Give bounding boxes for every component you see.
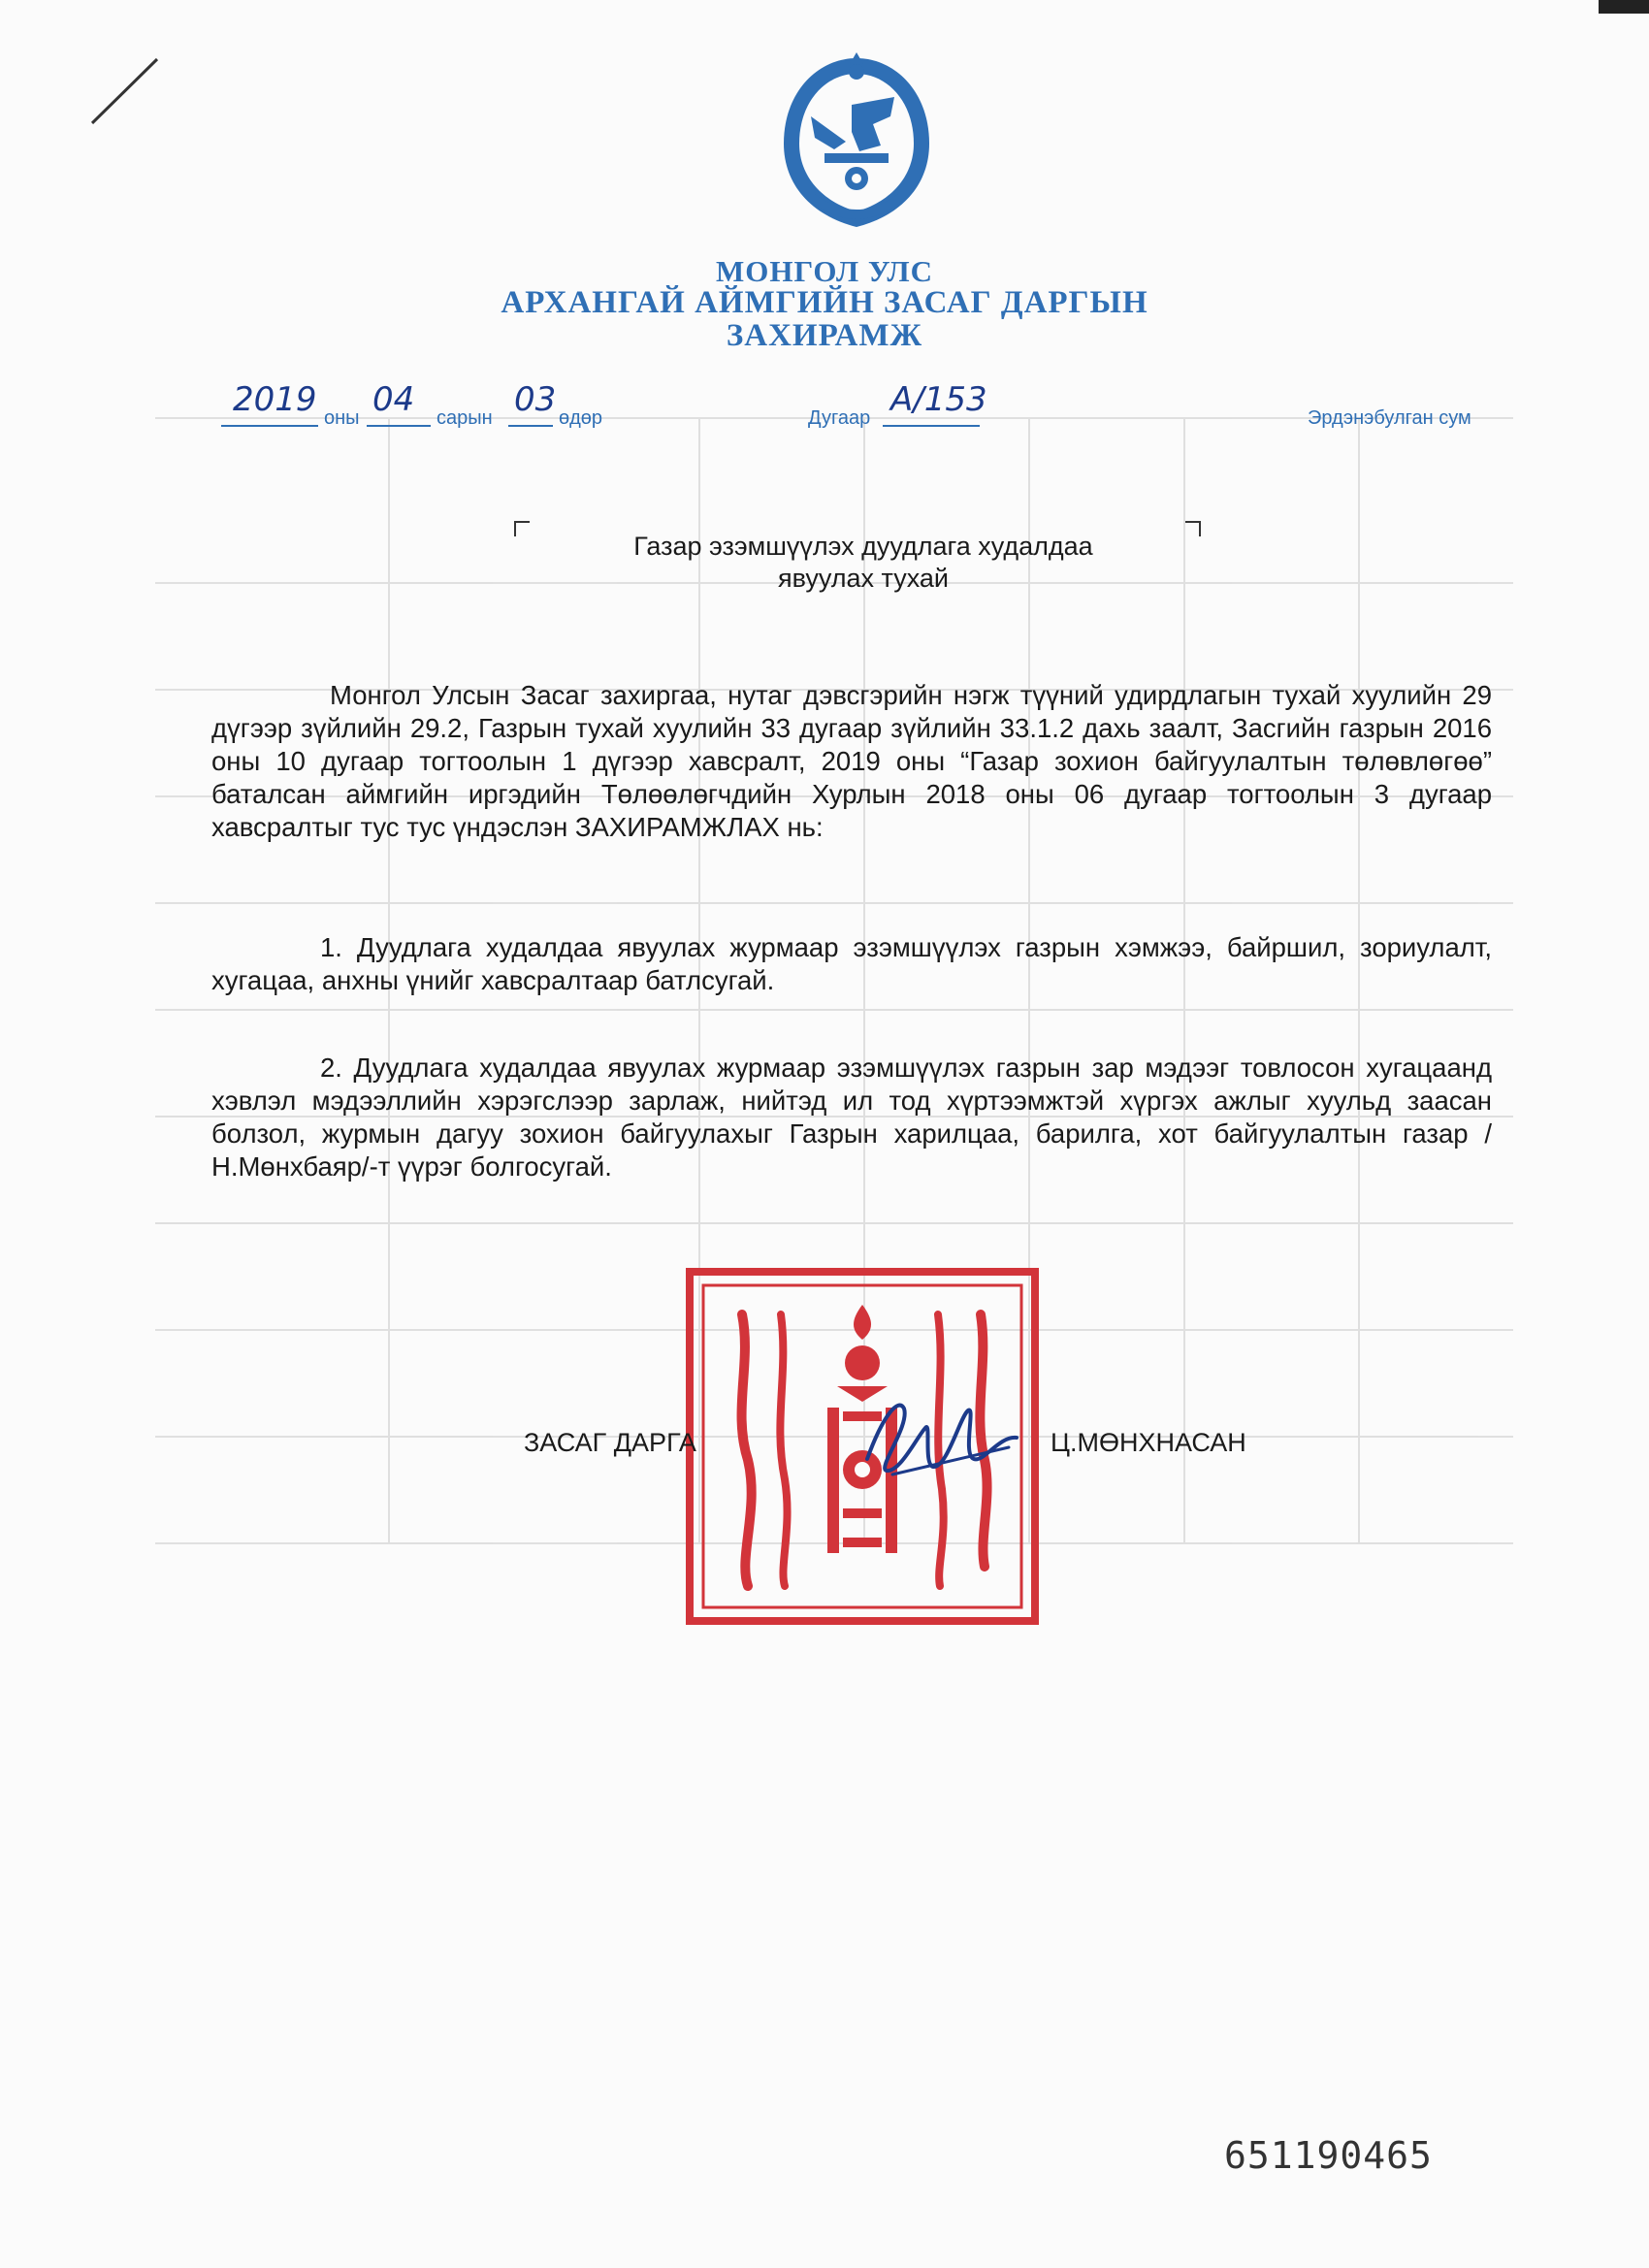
header-organization: АРХАНГАЙ АЙМГИЙН ЗАСАГ ДАРГЫН <box>501 285 1148 320</box>
date-month: 04 <box>372 380 415 419</box>
scan-edge-mark <box>1599 0 1649 14</box>
location: Эрдэнэбулган сум <box>1308 407 1471 429</box>
pen-stroke-mark <box>87 53 165 131</box>
date-month-underline <box>367 425 431 427</box>
date-day: 03 <box>514 380 557 419</box>
date-day-underline <box>508 425 553 427</box>
date-month-label: сарын <box>436 407 493 429</box>
number-value: A/153 <box>890 380 987 419</box>
item-2-paragraph: 2. Дуудлага худалдаа явуулах журмаар эзэмшүүлэх газрын зар мэдээг товлосон хугацаанд хэвлэл мэдээллийн хэрэгслээр зарлаж, нийтэд ил тод хүртээмжтэй хүргэх ажлыг хуульд заасан болзол, журмын дагуу зохион байгуулахыг Газрын харилцаа, барилга, хот байгуулалтын газар /Н.Мөнхбаяр/-т үүрэг болгосугай. <box>211 1053 1492 1182</box>
date-year-label: оны <box>324 407 360 429</box>
state-emblem <box>766 49 947 243</box>
signatory-name: Ц.МӨНХНАСАН <box>1051 1428 1246 1457</box>
signature-title: ЗАСАГ ДАРГА <box>524 1428 696 1457</box>
date-year: 2019 <box>233 380 317 419</box>
handwritten-signature <box>854 1377 1038 1494</box>
preamble-paragraph: Монгол Улсын Засаг захиргаа, нутаг дэвсгэрийн нэгж түүний удирдлагын тухай хуулийн 29 дүгээр зүйлийн 29.2, Газрын тухай хуулийн 33 дугаар зүйлийн 33.1.2 дахь заалт, Засгийн газрын 2016 оны 10 дугаар тогтоолын 1 дүгээр хавсралт, 2019 оны “Газар зохион байгуулалтын төлөвлөгөө” баталсан аймгийн иргэдийн Төлөөлөгчдийн Хурлын 2018 оны 06 дугаар тогтоолын 3 дугаар хавсралтыг тус тус үндэслэн ЗАХИРАМЖЛАХ нь: <box>211 680 1492 842</box>
number-label: Дугаар <box>808 407 871 429</box>
header-document-type: ЗАХИРАМЖ <box>726 318 923 353</box>
subject <box>524 531 1203 595</box>
date-year-underline <box>221 425 318 427</box>
item-1-paragraph: 1. Дуудлага худалдаа явуулах журмаар эзэмшүүлэх газрын хэмжээ, байршил, зориулалт, хугацаа, анхны үнийг хавсралтаар батлсугай. <box>211 932 1492 995</box>
serial-number: 651190465 <box>1224 2134 1433 2177</box>
subject-line-1: Газар эзэмшүүлэх дуудлага худалдаа <box>633 532 1093 561</box>
date-day-label: өдөр <box>559 407 603 429</box>
number-underline <box>883 425 980 427</box>
header-country: МОНГОЛ УЛС <box>715 254 933 288</box>
subject-line-2: явуулах тухай <box>777 564 949 593</box>
